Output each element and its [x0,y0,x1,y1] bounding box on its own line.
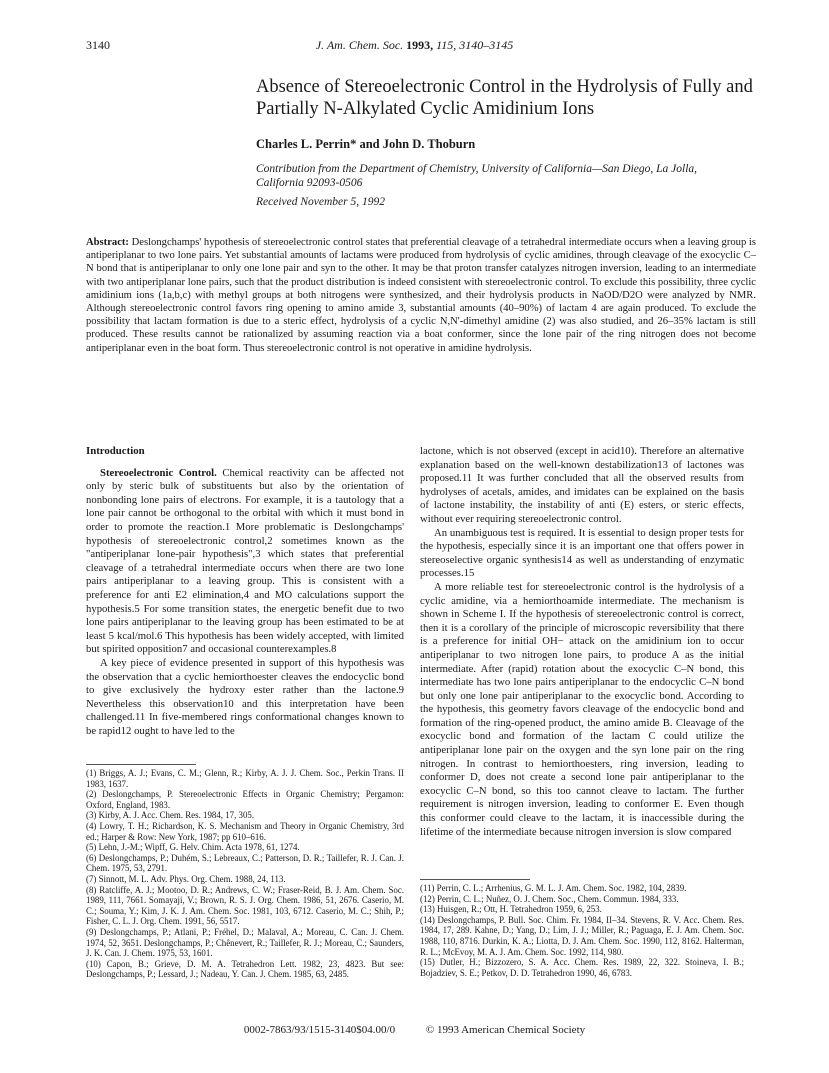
footer-code: 0002-7863/93/1515-3140$04.00/0 [243,1024,396,1036]
journal-year: 1993, [406,38,434,52]
reference-item: (4) Lowry, T. H.; Richardson, K. S. Mechanism and Theory in Organic Chemistry, 3rd ed.; Harper & Row: New York, 1987; pp 610–616. [86,820,404,842]
reference-item: (10) Capon, B.; Grieve, D. M. A. Tetrahedron Lett. 1982, 23, 4823. But see: Deslongchamps, P.; Lessard, J.; Nadeau, Y. Can. J. Chem. 1985, 63, 2485. [86,958,404,980]
article-affiliation: Contribution from the Department of Chemistry, University of California—San Diego, La Jolla, California 92093-0506 [256,163,698,189]
page-number: 3140 [86,38,110,52]
paragraph: A more reliable test for stereoelectronic control is the hydrolysis of a cyclic amidine, via a hemiorthoamide intermediate. The mechanism is shown in Scheme I. If the hypothesis of stereoelectronic control is correct, then it is a corollary of the principle of microscopic reversibility that there is a preference for initial OH− attack on the amidinium ion to occur antiperiplanar to two nitrogen lone pairs, to produce A as the initial intermediate. After (rapid) rotation about the exocyclic C–N bond, this intermediate has two lone pairs antiperiplanar to the endocyclic C–N bond but only one lone pair antiperiplanar to the exocyclic bond. According to the hypothesis, this geometry favors cleavage of the endocyclic bond and formation of the ring-opened product, the amino amide B. Cleavage of the exocyclic bond and formation of the lactam C could utilize the antiperiplanar lone pair on the oxygen and the syn lone pair on the ring nitrogen. In contrast to hemiorthoesters, ring inversion, leading to conformer D, does not create a second lone pair antiperiplanar to the exocyclic C–N bond, so this too cannot cleave to lactam. The further requirement is nitrogen inversion, leading to conformer E. Even though this conformer could cleave to the lactam, it is inaccessible during the lifetime of the intermediate because nitrogen inversion is slow compared [420,580,744,838]
paragraph-text: Chemical reactivity can be affected not only by steric bulk of substituents but also by the orientation of nonbonding lone pairs of electrons. For example, it is a tautology that a lone pair cannot be orthogonal to the orbital with which it must bond in order to promote the reaction.1 More problematic is Deslongchamps' hypothesis of stereoelectronic control,2 sometimes known as the "antiperiplanar lone-pair hypothesis",3 which states that preferential cleavage of a tetrahedral intermediate occurs when there are two lone pairs antiperiplanar to a leaving group. This is consistent with a preference for anti E2 elimination,4 and MO calculations support the hypothesis.5 For some transition states, the energetic benefit due to two lone pairs antiperiplanar to the leaving group has been estimated to be at least 5 kcal/mol.6 This hypothesis has been widely accepted, with limited but spirited opposition7 and occasional counterexamples.8 [86,466,404,656]
section-heading-introduction: Introduction [86,445,145,457]
reference-item: (6) Deslongchamps, P.; Duhém, S.; Lebreaux, C.; Patterson, D. R.; Taillefer, R. J. Can. J. Chem. 1975, 53, 2791. [86,852,404,874]
abstract [86,236,756,355]
footer-copyright: © 1993 American Chemical Society [425,1024,586,1036]
reference-item: (14) Deslongchamps, P. Bull. Soc. Chim. Fr. 1984, II–34. Stevens, R. V. Acc. Chem. Res. 1984, 17, 289. Kahne, D.; Yang, D.; Lim, J. J.; Miller, R.; Paguaga, E. J. Am. Chem. Soc. 1988, 110, 8716. Durkin, K. A.; Liotta, D. J. Am. Chem. Soc. 1990, 112, 8162. Halterman, R. L.; McEvoy, M. A. J. Am. Chem. Soc. 1992, 114, 980. [420,914,744,957]
footnote-divider-right [420,879,530,880]
reference-item: (11) Perrin, C. L.; Arrhenius, G. M. L. J. Am. Chem. Soc. 1982, 104, 2839. [420,883,687,893]
journal-name: J. Am. Chem. Soc. [315,38,404,52]
paragraph: lactone, which is not observed (except in acid10). Therefore an alternative explanation based on the well-known destabilization13 of lactones was proposed.11 It was further concluded that all the observed results from hydrolyses of acetals, amides, and imidates can be explained on the basis of lactone instability, the instability of anti (E) esters, or steric effects, without ever requiring stereoelectronic control. [420,445,744,525]
subsection-heading: Stereoelectronic Control. [100,466,217,479]
article-authors: Charles L. Perrin* and John D. Thoburn [256,137,476,151]
references-left [86,768,404,980]
reference-item: (9) Deslongchamps, P.; Atlani, P.; Fréhel, D.; Malaval, A.; Moreau, C. Can. J. Chem. 1974, 52, 3651. Deslongchamps, P.; Chênevert, R.; Taillefer, R. J.; Moreau, C.; Saunders, J. K. Can. J. Chem. 1975, 53, 1601. [86,926,404,959]
reference-item: (5) Lehn, J.-M.; Wipff, G. Helv. Chim. Acta 1978, 61, 1274. [86,842,300,853]
reference-item: (8) Ratcliffe, A. J.; Mootoo, D. R.; Andrews, C. W.; Fraser-Reid, B. J. Am. Chem. Soc. 1989, 111, 7661. Somayaji, V.; Brown, R. S. J. Org. Chem. 1986, 51, 2676. Caserio, M. C.; Souma, Y.; Kim, J. K. J. Am. Chem. Soc. 1981, 103, 6712. Caserio, M. C.; Shih, P.; Fisher, C. L. J. Org. Chem. 1991, 56, 5517. [86,884,404,927]
body-column-left [86,445,404,738]
body-column-right [420,445,744,839]
reference-item: (3) Kirby, A. J. Acc. Chem. Res. 1984, 17, 305. [86,810,255,821]
footnote-divider-left [86,764,196,765]
references-right [420,883,744,978]
paragraph [86,467,404,657]
reference-item: (2) Deslongchamps, P. Stereoelectronic Effects in Organic Chemistry; Pergamon: Oxford, England, 1983. [86,789,404,810]
article-title: Absence of Stereoelectronic Control in the Hydrolysis of Fully and Partially N-Alkylated Cyclic Amidinium Ions [256,77,753,119]
running-header [0,38,829,53]
reference-item: (1) Briggs, A. J.; Evans, C. M.; Glenn, R.; Kirby, A. J. J. Chem. Soc., Perkin Trans. II 1983, 1637. [86,768,404,789]
received-date: Received November 5, 1992 [256,196,386,208]
reference-item: (12) Perrin, C. L.; Nuñez, O. J. Chem. Soc., Chem. Commun. 1984, 333. [420,893,679,904]
abstract-label: Abstract: [86,237,129,248]
journal-volume-pages: 115, 3140–3145 [436,38,514,52]
reference-item: (7) Sinnott, M. L. Adv. Phys. Org. Chem. 1988, 24, 113. [86,873,286,884]
paragraph: A key piece of evidence presented in support of this hypothesis was the observation that a cyclic hemiorthoester cleaves the endocyclic bond to give exclusively the hydroxy ester rather than the lactone.9 Nevertheless this observation10 and this interpretation have been challenged.11 In five-membered rings conformational changes known to be rapid12 ought to have led to the [86,656,404,737]
reference-item: (15) Dutler, H.; Bizzozero, S. A. Acc. Chem. Res. 1989, 22, 322. Stoineva, I. B.; Bojadziev, S. E.; Petkov, D. D. Tetrahedron 1990, 46, 6783. [420,957,744,978]
page-footer [0,1024,829,1036]
paragraph: An unambiguous test is required. It is essential to design proper tests for the hypothesis, especially since it is an important one that offers power in stereoselective organic synthesis14 as well as understanding of enzymatic processes.15 [420,526,744,580]
reference-item: (13) Huisgen, R.; Ott, H. Tetrahedron 1959, 6, 253. [420,904,602,915]
abstract-text: Deslongchamps' hypothesis of stereoelectronic control states that preferential cleavage of a tetrahedral intermediate occurs when a leaving group is antiperiplanar to two lone pairs. Yet substantial amounts of lactams were produced from hydrolysis of cyclic amidines, through cleavage of the exocyclic C–N bond that is antiperiplanar to only one lone pair and syn to the other. It may be that proton transfer catalyzes nitrogen inversion, leading to an intermediate with two antiperiplanar lone pairs, such that the product distribution is indeed consistent with stereoelectronic control. To exclude this possibility, three cyclic amidinium ions (1a,b,c) with methyl groups at both nitrogens were synthesized, and their hydrolysis products in NaOD/D2O were analyzed by NMR. Although stereoelectronic control favors ring opening to amino amide 3, substantial amounts (40–90%) of lactam 4 are again produced. To exclude the possibility that lactam formation is due to a steric effect, hydrolysis of a cyclic N,N'-dimethyl amidine (2) was also studied, and 26–35% lactam is still produced. These results cannot be rationalized by assuming reaction via a boat conformer, since the lone pair of the ring nitrogen does not become antiperiplanar even in the boat form. Thus stereoelectronic control is not operative in amidine hydrolysis. [86,237,756,354]
